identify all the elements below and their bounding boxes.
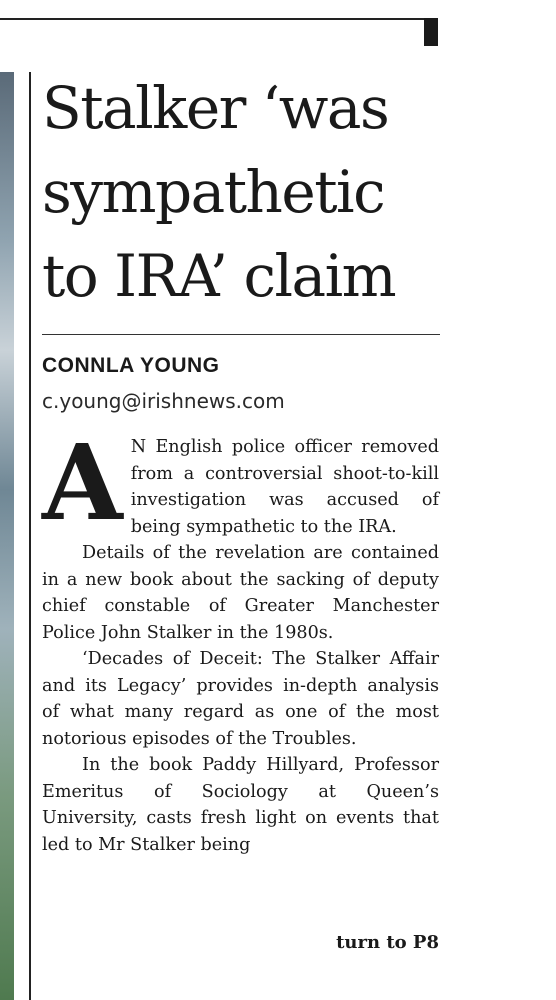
top-corner-block [424, 18, 438, 46]
article-body [42, 421, 439, 858]
paragraph-3: ‘Decades of Deceit: The Stalker Affair and its Legacy’ provides in-depth analysis of what many regard as one of the most notorious episodes of the Troubles. [42, 649, 439, 749]
paragraph-1-text: N English police officer removed from a controversial shoot-to-kill investigation was accused of being sympathetic to the IRA. [130, 437, 439, 537]
headline-line-2: sympathetic [42, 158, 385, 226]
headline [42, 66, 442, 318]
paragraph-4: In the book Paddy Hillyard, Professor Emeritus of Sociology at Queen’s University, casts fresh light on events that led to Mr Stalker being [42, 755, 439, 855]
drop-cap: A [42, 421, 123, 544]
paragraph-2: Details of the revelation are contained in a new book about the sacking of deputy chief constable of Greater Manchester Police John Stalker in the 1980s. [42, 543, 439, 643]
top-rule [0, 18, 432, 20]
byline: CONNLA YOUNG [42, 354, 220, 377]
headline-line-3: to IRA’ claim [42, 242, 396, 310]
headline-rule [42, 334, 440, 335]
author-email[interactable]: c.young@irishnews.com [42, 389, 285, 413]
column-rule [29, 72, 31, 1000]
paragraph-1 [42, 421, 439, 544]
turn-to-page[interactable]: turn to P8 [336, 932, 439, 953]
adjacent-photo-edge [0, 72, 14, 1000]
headline-line-1: Stalker ‘was [42, 74, 389, 142]
